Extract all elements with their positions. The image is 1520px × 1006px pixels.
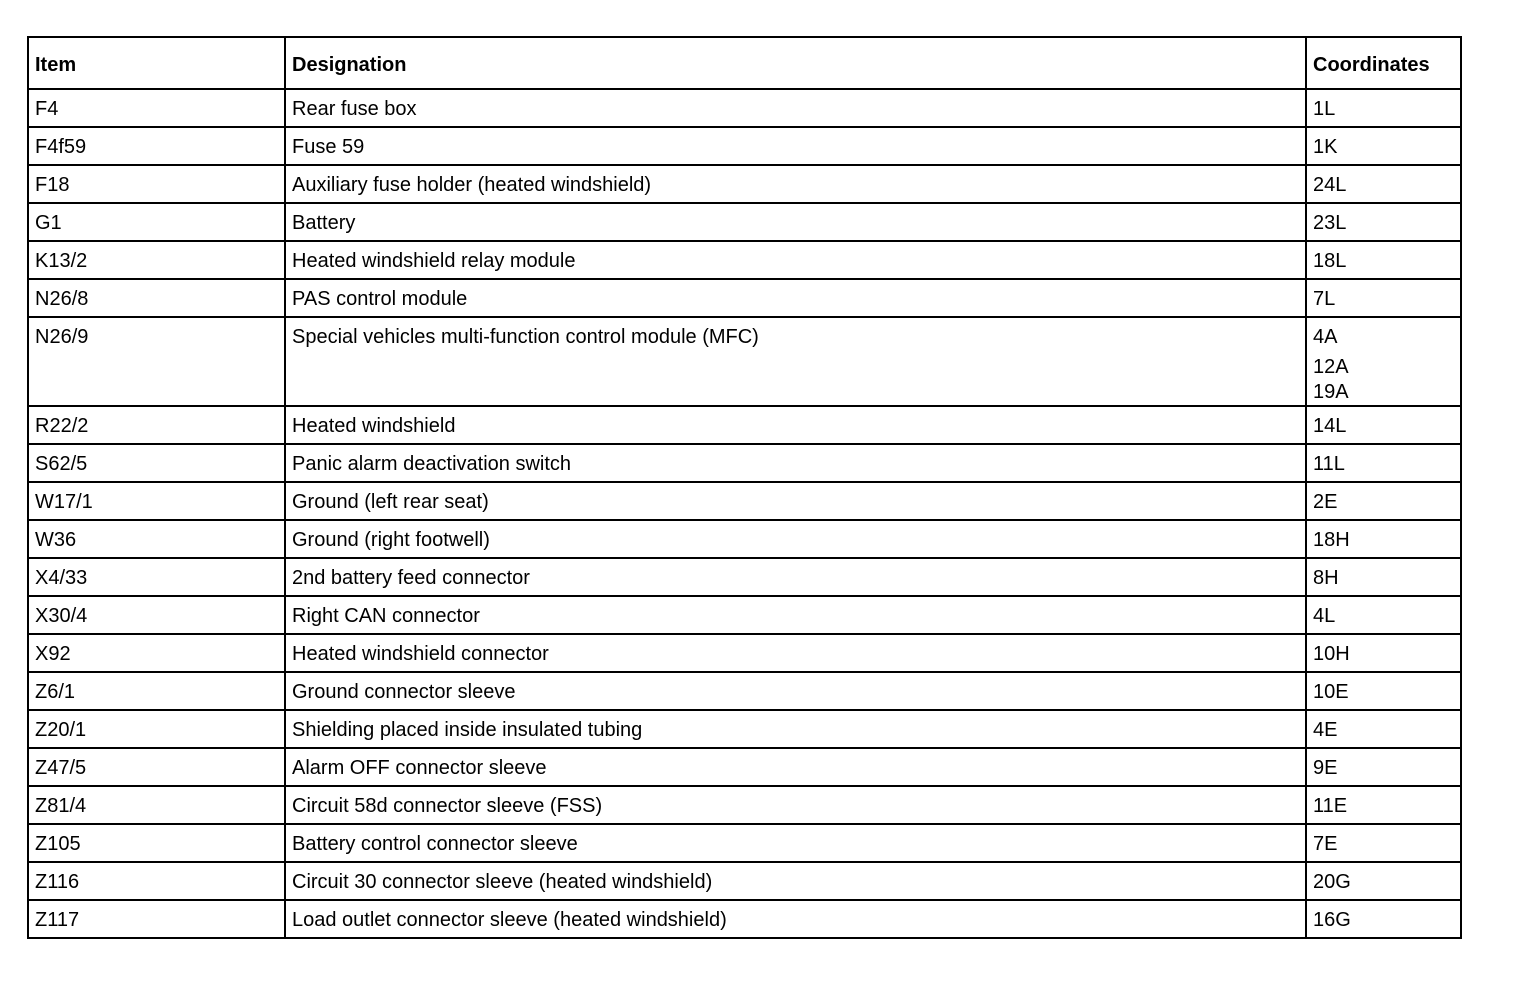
designation-cell: Battery <box>285 203 1306 241</box>
header-row <box>28 37 1461 89</box>
coordinates-cell <box>1306 900 1461 938</box>
coordinate-value: 4A <box>1313 326 1338 348</box>
item-code-cell: Z117 <box>28 900 285 938</box>
item-code-cell: X4/33 <box>28 558 285 596</box>
coordinates-cell <box>1306 406 1461 444</box>
coordinates-cell <box>1306 634 1461 672</box>
item-code-cell: Z116 <box>28 862 285 900</box>
coordinates-cell <box>1306 672 1461 710</box>
designation-cell: Ground (right footwell) <box>285 520 1306 558</box>
item-code-cell: F4 <box>28 89 285 127</box>
item-code-cell: Z81/4 <box>28 786 285 824</box>
coordinates-cell <box>1306 279 1461 317</box>
coordinates-cell <box>1306 444 1461 482</box>
designation-cell: PAS control module <box>285 279 1306 317</box>
item-code-cell: K13/2 <box>28 241 285 279</box>
coordinate-value: 16G <box>1313 909 1351 931</box>
coordinates-cell <box>1306 786 1461 824</box>
coordinates-cell <box>1306 710 1461 748</box>
coordinates-cell <box>1306 89 1461 127</box>
item-code-cell: R22/2 <box>28 406 285 444</box>
coordinates-cell <box>1306 558 1461 596</box>
table-row <box>28 634 1461 672</box>
header-item: Item <box>28 37 285 89</box>
item-code-cell: G1 <box>28 203 285 241</box>
coordinates-cell <box>1306 317 1461 406</box>
table-row <box>28 748 1461 786</box>
item-code-cell: Z20/1 <box>28 710 285 748</box>
item-code-cell: F4f59 <box>28 127 285 165</box>
coordinate-value: 11E <box>1313 795 1348 817</box>
coordinate-value: 12A <box>1313 356 1349 378</box>
designation-cell: Shielding placed inside insulated tubing <box>285 710 1306 748</box>
designation-cell: Fuse 59 <box>285 127 1306 165</box>
coordinate-value: 9E <box>1313 757 1338 779</box>
item-code-cell: N26/9 <box>28 317 285 406</box>
coordinates-cell <box>1306 203 1461 241</box>
coordinate-value: 1L <box>1313 98 1336 120</box>
table-row <box>28 824 1461 862</box>
coordinates-cell <box>1306 482 1461 520</box>
designation-cell: Panic alarm deactivation switch <box>285 444 1306 482</box>
coordinate-value: 10E <box>1313 681 1349 703</box>
coordinate-value: 18L <box>1313 250 1347 272</box>
designation-cell: Heated windshield relay module <box>285 241 1306 279</box>
item-code-cell: X92 <box>28 634 285 672</box>
item-code-cell: Z105 <box>28 824 285 862</box>
item-code-cell: Z47/5 <box>28 748 285 786</box>
coordinates-cell <box>1306 127 1461 165</box>
item-code-cell: S62/5 <box>28 444 285 482</box>
item-code-cell: F18 <box>28 165 285 203</box>
designation-cell: Special vehicles multi-function control module (MFC) <box>285 317 1306 406</box>
designation-cell: Ground connector sleeve <box>285 672 1306 710</box>
item-code-cell: X30/4 <box>28 596 285 634</box>
designation-cell: Auxiliary fuse holder (heated windshield) <box>285 165 1306 203</box>
designation-cell: Right CAN connector <box>285 596 1306 634</box>
item-code-cell: W17/1 <box>28 482 285 520</box>
table-body <box>28 89 1461 938</box>
table-row <box>28 786 1461 824</box>
coordinate-value: 24L <box>1313 174 1347 196</box>
table-row <box>28 406 1461 444</box>
component-legend-table <box>27 36 1462 939</box>
coordinate-value: 20G <box>1313 871 1351 893</box>
coordinate-value: 10H <box>1313 643 1350 665</box>
table-row <box>28 862 1461 900</box>
table-row <box>28 241 1461 279</box>
coordinate-value: 8H <box>1313 567 1339 589</box>
table-row <box>28 444 1461 482</box>
designation-cell: Heated windshield <box>285 406 1306 444</box>
designation-cell: Circuit 58d connector sleeve (FSS) <box>285 786 1306 824</box>
designation-cell: Ground (left rear seat) <box>285 482 1306 520</box>
item-code-cell: Z6/1 <box>28 672 285 710</box>
coordinate-value: 14L <box>1313 415 1347 437</box>
table-row <box>28 710 1461 748</box>
designation-cell: Load outlet connector sleeve (heated windshield) <box>285 900 1306 938</box>
table-row <box>28 89 1461 127</box>
coordinate-value: 2E <box>1313 491 1338 513</box>
coordinate-value: 4L <box>1313 605 1336 627</box>
designation-cell: Battery control connector sleeve <box>285 824 1306 862</box>
table-row <box>28 558 1461 596</box>
coordinate-value: 7L <box>1313 288 1336 310</box>
coordinates-cell <box>1306 748 1461 786</box>
header-designation: Designation <box>285 37 1306 89</box>
table-row <box>28 317 1461 406</box>
coordinates-cell <box>1306 596 1461 634</box>
item-code-cell: W36 <box>28 520 285 558</box>
table-row <box>28 203 1461 241</box>
coordinate-value: 19A <box>1313 381 1349 403</box>
coordinates-cell <box>1306 165 1461 203</box>
table-row <box>28 482 1461 520</box>
table-row <box>28 900 1461 938</box>
coordinate-value: 7E <box>1313 833 1338 855</box>
designation-cell: Heated windshield connector <box>285 634 1306 672</box>
table-row <box>28 165 1461 203</box>
coordinates-cell <box>1306 520 1461 558</box>
coordinate-value: 11L <box>1313 453 1345 475</box>
coordinate-value: 23L <box>1313 212 1347 234</box>
table-row <box>28 596 1461 634</box>
designation-cell: Rear fuse box <box>285 89 1306 127</box>
coordinate-value: 1K <box>1313 136 1338 158</box>
designation-cell: Alarm OFF connector sleeve <box>285 748 1306 786</box>
header-coordinates: Coordinates <box>1306 37 1461 89</box>
table-row <box>28 672 1461 710</box>
designation-cell: Circuit 30 connector sleeve (heated windshield) <box>285 862 1306 900</box>
coordinate-value: 4E <box>1313 719 1338 741</box>
table-row <box>28 520 1461 558</box>
table-row <box>28 279 1461 317</box>
table-row <box>28 127 1461 165</box>
coordinates-cell <box>1306 241 1461 279</box>
item-code-cell: N26/8 <box>28 279 285 317</box>
designation-cell: 2nd battery feed connector <box>285 558 1306 596</box>
coordinates-cell <box>1306 824 1461 862</box>
coordinates-cell <box>1306 862 1461 900</box>
coordinate-value: 18H <box>1313 529 1350 551</box>
